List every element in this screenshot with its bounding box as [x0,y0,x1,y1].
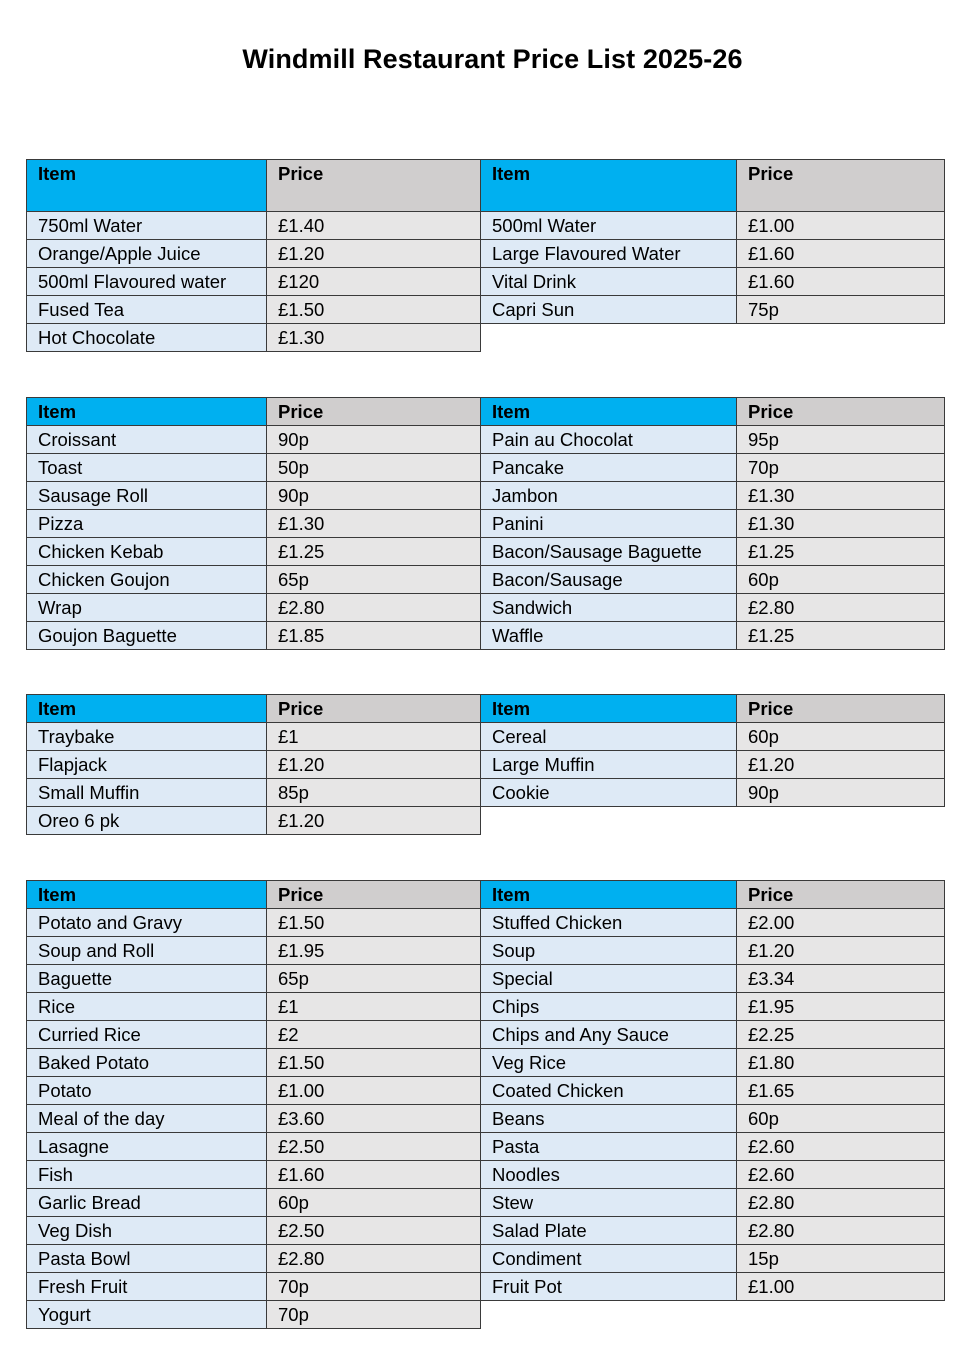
item-name: Garlic Bread [27,1189,267,1217]
price-table-section-2-right [480,397,945,650]
price-table-section-3-right [480,694,945,807]
table-row [27,1021,481,1049]
item-price: 70p [267,1301,481,1329]
table-row [481,268,945,296]
item-price: £1 [267,993,481,1021]
table-row [481,909,945,937]
item-column-header: Item [481,695,737,723]
item-name: Baked Potato [27,1049,267,1077]
item-name: 500ml Flavoured water [27,268,267,296]
item-price: £1.25 [267,538,481,566]
item-price: £2.80 [737,1189,945,1217]
table-row [481,993,945,1021]
item-name: Chicken Goujon [27,566,267,594]
table-row [481,296,945,324]
item-name: 750ml Water [27,212,267,240]
item-price: £2.50 [267,1133,481,1161]
item-name: Wrap [27,594,267,622]
item-name: Fish [27,1161,267,1189]
item-price: £3.60 [267,1105,481,1133]
item-name: 500ml Water [481,212,737,240]
item-price: 70p [737,454,945,482]
table-row [27,1245,481,1273]
table-row [27,1049,481,1077]
item-price: 60p [737,566,945,594]
table-row [27,240,481,268]
table-row [27,454,481,482]
item-name: Curried Rice [27,1021,267,1049]
table-row [27,807,481,835]
table-row [27,538,481,566]
table-row [481,965,945,993]
price-column-header: Price [737,160,945,212]
table-row [27,482,481,510]
item-price: £1.00 [737,212,945,240]
page-title: Windmill Restaurant Price List 2025-26 [242,44,743,74]
table-row [481,1273,945,1301]
item-price: 85p [267,779,481,807]
item-price: £1.00 [267,1077,481,1105]
item-price: 70p [267,1273,481,1301]
table-row [27,1217,481,1245]
price-column-header: Price [267,881,481,909]
item-name: Salad Plate [481,1217,737,1245]
price-column-header: Price [737,695,945,723]
item-name: Veg Rice [481,1049,737,1077]
item-column-header: Item [481,398,737,426]
item-name: Rice [27,993,267,1021]
item-name: Cookie [481,779,737,807]
item-name: Soup [481,937,737,965]
item-name: Hot Chocolate [27,324,267,352]
table-row [27,1273,481,1301]
item-name: Croissant [27,426,267,454]
item-price: £1.20 [267,240,481,268]
table-row [27,510,481,538]
item-price: £1 [267,723,481,751]
item-name: Pasta Bowl [27,1245,267,1273]
item-price: £1.60 [737,268,945,296]
table-row [481,1133,945,1161]
item-price: £2.60 [737,1133,945,1161]
item-price: 50p [267,454,481,482]
item-price: 60p [737,1105,945,1133]
price-column-header: Price [267,160,481,212]
item-price: £1.30 [737,482,945,510]
item-price: £120 [267,268,481,296]
table-row [27,1133,481,1161]
item-name: Bacon/Sausage [481,566,737,594]
item-price: £2.25 [737,1021,945,1049]
item-name: Noodles [481,1161,737,1189]
table-row [27,993,481,1021]
item-name: Coated Chicken [481,1077,737,1105]
item-name: Pain au Chocolat [481,426,737,454]
item-price: £1.80 [737,1049,945,1077]
item-price: £1.60 [267,1161,481,1189]
table-row [481,723,945,751]
item-column-header: Item [27,881,267,909]
item-price: £2 [267,1021,481,1049]
table-row [27,268,481,296]
table-row [481,1105,945,1133]
table-row [481,1189,945,1217]
item-name: Chips [481,993,737,1021]
price-table-section-1-right [480,159,945,324]
item-price: £1.95 [737,993,945,1021]
item-price: £1.25 [737,538,945,566]
item-price: 90p [267,482,481,510]
table-row [27,965,481,993]
table-row [27,324,481,352]
item-name: Beans [481,1105,737,1133]
item-price: £2.60 [737,1161,945,1189]
table-row [27,1189,481,1217]
item-name: Sandwich [481,594,737,622]
item-price: £1.30 [267,324,481,352]
table-row [27,937,481,965]
item-name: Panini [481,510,737,538]
item-name: Condiment [481,1245,737,1273]
price-table-section-4-left [26,880,481,1329]
table-row [27,212,481,240]
item-name: Toast [27,454,267,482]
table-row [27,1077,481,1105]
item-name: Cereal [481,723,737,751]
item-price: £1.25 [737,622,945,650]
item-price: £1.50 [267,1049,481,1077]
price-column-header: Price [737,881,945,909]
item-price: 60p [737,723,945,751]
item-price: £1.30 [737,510,945,538]
table-row [481,622,945,650]
item-name: Large Flavoured Water [481,240,737,268]
table-row [481,538,945,566]
item-price: £1.00 [737,1273,945,1301]
item-price: £1.50 [267,909,481,937]
item-price: £1.30 [267,510,481,538]
item-name: Pasta [481,1133,737,1161]
item-name: Yogurt [27,1301,267,1329]
item-name: Capri Sun [481,296,737,324]
item-name: Oreo 6 pk [27,807,267,835]
table-row [27,909,481,937]
item-name: Veg Dish [27,1217,267,1245]
table-header-row [481,881,945,909]
item-column-header: Item [27,160,267,212]
item-price: £1.65 [737,1077,945,1105]
item-price: £1.40 [267,212,481,240]
table-row [27,622,481,650]
item-name: Sausage Roll [27,482,267,510]
table-row [481,594,945,622]
item-price: £2.80 [267,1245,481,1273]
item-name: Vital Drink [481,268,737,296]
item-price: 65p [267,566,481,594]
item-name: Fruit Pot [481,1273,737,1301]
table-row [27,594,481,622]
item-price: £1.20 [737,937,945,965]
table-row [481,212,945,240]
item-price: 15p [737,1245,945,1273]
table-row [27,1161,481,1189]
price-column-header: Price [267,398,481,426]
item-name: Chicken Kebab [27,538,267,566]
item-price: £1.60 [737,240,945,268]
item-name: Large Muffin [481,751,737,779]
item-name: Potato [27,1077,267,1105]
item-price: £1.20 [267,751,481,779]
table-row [481,1217,945,1245]
item-name: Baguette [27,965,267,993]
table-row [27,779,481,807]
item-name: Special [481,965,737,993]
price-column-header: Price [267,695,481,723]
item-name: Traybake [27,723,267,751]
table-row [481,426,945,454]
item-price: £1.20 [267,807,481,835]
item-price: 90p [267,426,481,454]
table-row [481,1021,945,1049]
item-price: 75p [737,296,945,324]
item-price: £2.50 [267,1217,481,1245]
item-name: Waffle [481,622,737,650]
item-price: £2.00 [737,909,945,937]
table-row [481,937,945,965]
item-name: Chips and Any Sauce [481,1021,737,1049]
table-row [481,454,945,482]
price-table-section-1-left [26,159,481,352]
table-row [27,723,481,751]
table-header-row [27,398,481,426]
item-name: Jambon [481,482,737,510]
table-row [481,751,945,779]
item-price: 95p [737,426,945,454]
item-name: Small Muffin [27,779,267,807]
table-row [27,751,481,779]
item-column-header: Item [481,160,737,212]
item-name: Fresh Fruit [27,1273,267,1301]
item-name: Bacon/Sausage Baguette [481,538,737,566]
item-price: £1.85 [267,622,481,650]
item-column-header: Item [481,881,737,909]
item-name: Goujon Baguette [27,622,267,650]
item-name: Stuffed Chicken [481,909,737,937]
item-price: £1.20 [737,751,945,779]
table-header-row [27,881,481,909]
table-row [27,1105,481,1133]
item-name: Meal of the day [27,1105,267,1133]
item-name: Stew [481,1189,737,1217]
table-header-row [27,695,481,723]
table-row [27,296,481,324]
price-table-section-3-left [26,694,481,835]
table-row [27,566,481,594]
item-name: Orange/Apple Juice [27,240,267,268]
item-column-header: Item [27,695,267,723]
item-price: £1.50 [267,296,481,324]
table-row [481,1049,945,1077]
table-row [27,1301,481,1329]
table-row [27,426,481,454]
table-header-row [481,695,945,723]
table-header-row [481,160,945,212]
item-name: Flapjack [27,751,267,779]
table-row [481,1077,945,1105]
item-name: Fused Tea [27,296,267,324]
price-table-section-2-left [26,397,481,650]
table-row [481,510,945,538]
table-header-row [481,398,945,426]
item-price: 90p [737,779,945,807]
table-row [481,240,945,268]
item-price: 60p [267,1189,481,1217]
item-price: £1.95 [267,937,481,965]
item-price: £2.80 [737,594,945,622]
table-header-row [27,160,481,212]
table-row [481,1161,945,1189]
item-price: £2.80 [267,594,481,622]
item-name: Lasagne [27,1133,267,1161]
item-price: £3.34 [737,965,945,993]
item-price: £2.80 [737,1217,945,1245]
table-row [481,779,945,807]
item-name: Potato and Gravy [27,909,267,937]
table-row [481,482,945,510]
item-column-header: Item [27,398,267,426]
item-name: Pizza [27,510,267,538]
table-row [481,1245,945,1273]
price-table-section-4-right [480,880,945,1301]
item-name: Soup and Roll [27,937,267,965]
price-column-header: Price [737,398,945,426]
item-name: Pancake [481,454,737,482]
table-row [481,566,945,594]
item-price: 65p [267,965,481,993]
